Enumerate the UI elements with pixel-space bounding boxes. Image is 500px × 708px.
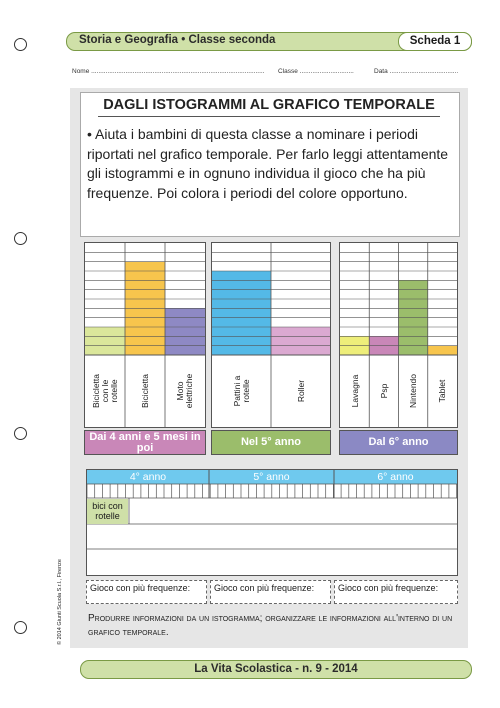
timeline-grid [87, 470, 457, 575]
answer-box-3[interactable]: Gioco con più frequenze: [334, 580, 458, 604]
header-bar [66, 32, 472, 51]
instruction-text: • Aiuta i bambini di questa classe a nominare i periodi riportati nel grafico temporale. Per farlo leggi attentamente gli istogrammi e in ognuno individua il gioco che ha più frequenze. Poi colora i periodi del colore opportuno. [87, 126, 449, 201]
sheet-label: Scheda 1 [398, 32, 472, 51]
period-label-2: Nel 5° anno [211, 430, 331, 455]
answer-box-1[interactable]: Gioco con più frequenze: [86, 580, 207, 604]
exercise-title: DAGLI ISTOGRAMMI AL GRAFICO TEMPORALE [103, 97, 435, 113]
timeline-year-4: 4° anno [87, 470, 209, 484]
histogram-bar[interactable] [271, 327, 330, 355]
timeline-chart [86, 469, 458, 576]
copyright: © 2014 Giunti Scuola S.r.l., Firenze [57, 559, 63, 645]
histogram-bar[interactable] [165, 308, 205, 355]
category-label: Bicicletta con le rotelle [90, 374, 119, 409]
footer-bar: La Vita Scolastica - n. 9 - 2014 [80, 660, 472, 679]
period-label-3: Dal 6° anno [339, 430, 458, 455]
histogram-2 [211, 242, 331, 428]
category-label: Roller [295, 379, 305, 403]
timeline-year-6: 6° anno [334, 470, 457, 484]
category-label: Lavagna [349, 374, 360, 408]
histogram-bar[interactable] [85, 327, 125, 355]
binder-hole [14, 232, 27, 245]
histogram-1 [84, 242, 206, 428]
subject-label: Storia e Geografia • Classe seconda [79, 34, 276, 46]
binder-hole [14, 427, 27, 440]
timeline-entry[interactable]: bici con rotelle [87, 499, 128, 524]
histogram-bar[interactable] [212, 271, 271, 355]
class-field[interactable]: Classe .............................. [278, 68, 354, 75]
histogram-bar[interactable] [428, 346, 457, 355]
timeline-year-5: 5° anno [209, 470, 334, 484]
category-label: Tablet [436, 379, 447, 403]
category-label: Pattini a rotelle [231, 375, 251, 407]
answer-box-2[interactable]: Gioco con più frequenze: [210, 580, 331, 604]
histogram-3 [339, 242, 458, 428]
category-label: Moto elettriche [175, 373, 194, 409]
name-field[interactable]: Nome ................................................................................................ [72, 68, 265, 75]
period-label-1: Dai 4 anni e 5 mesi in poi [84, 430, 206, 455]
category-label: Psp [378, 383, 389, 399]
category-label: Nintendo [407, 373, 418, 409]
date-field[interactable]: Data ...................................... [374, 68, 459, 75]
title-underline [98, 116, 440, 117]
learning-objective: Produrre informazioni da un istogramma; organizzare le informazioni all'interno di un grafico temporale. [88, 613, 453, 638]
binder-hole [14, 621, 27, 634]
binder-hole [14, 38, 27, 51]
category-label: Bicicletta [139, 374, 150, 409]
